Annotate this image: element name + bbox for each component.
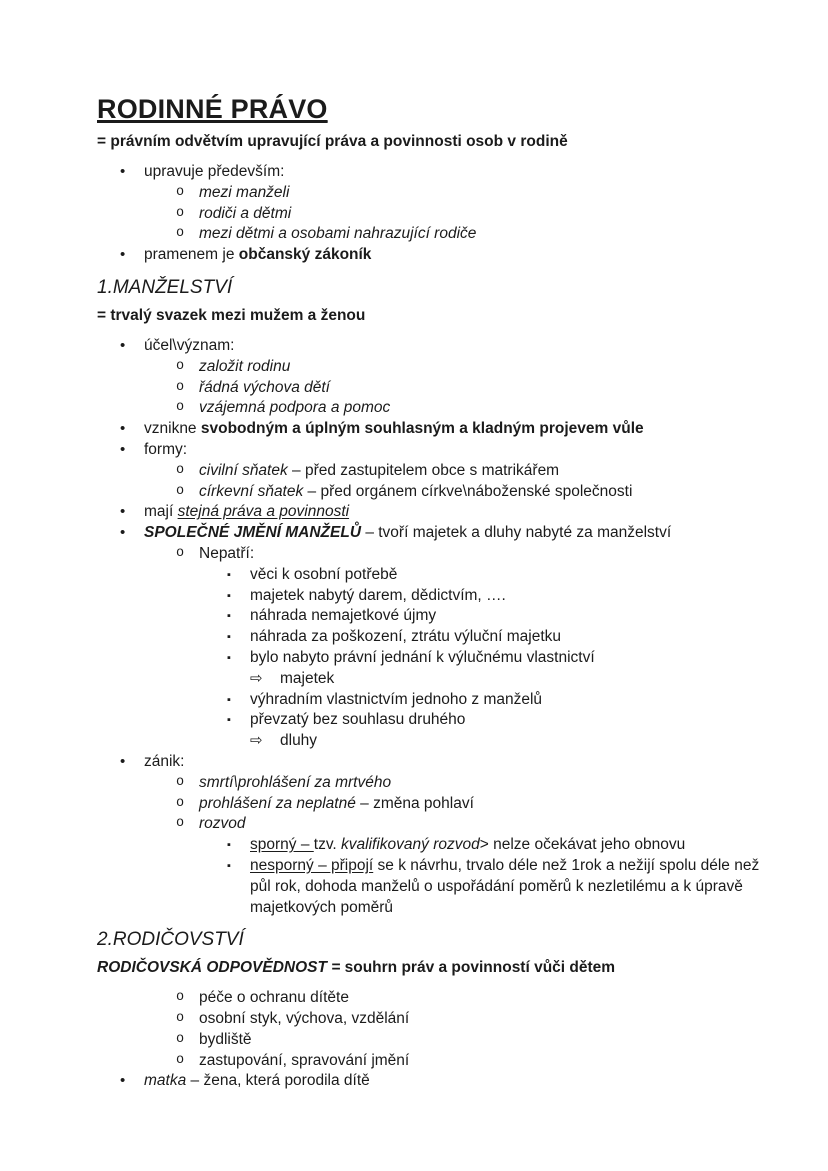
circle-bullet-icon: o xyxy=(176,1031,185,1047)
text-line xyxy=(199,544,254,565)
text-line xyxy=(250,648,595,669)
circle-bullet-icon: o xyxy=(176,774,185,790)
text-line xyxy=(144,245,371,266)
text-run: formy: xyxy=(144,440,188,458)
list-item xyxy=(97,669,768,690)
text-line xyxy=(97,133,568,150)
list-item xyxy=(97,1051,768,1072)
text-line xyxy=(199,1030,252,1051)
list-item xyxy=(97,398,768,419)
bullet-dot-icon: • xyxy=(120,163,126,180)
list-item xyxy=(97,544,768,565)
circle-bullet-icon: o xyxy=(176,816,185,832)
text-run: se k návrhu, trvalo déle než 1rok a nežijí spolu déle než xyxy=(373,856,760,874)
text-line xyxy=(250,856,759,918)
list-item xyxy=(97,606,768,627)
text-run: zastupování, spravování jmění xyxy=(199,1051,410,1069)
list-item xyxy=(97,565,768,586)
text-run: prohlášení za neplatné xyxy=(199,794,356,812)
text-run: upravuje především: xyxy=(144,163,285,180)
text-run: zánik: xyxy=(144,752,185,770)
circle-bullet-icon: o xyxy=(176,462,185,478)
text-line xyxy=(250,606,436,627)
arrow-bullet-icon: ⇨ xyxy=(250,669,263,687)
text-line xyxy=(199,224,476,245)
list-item xyxy=(97,988,768,1009)
text-run: – žena, která porodila dítě xyxy=(186,1072,370,1090)
list-item xyxy=(97,627,768,648)
text-line xyxy=(144,752,185,773)
text-line xyxy=(199,378,330,399)
text-line xyxy=(97,94,328,124)
text-line xyxy=(199,814,246,835)
text-line xyxy=(97,307,365,324)
text-run: majetek nabytý darem, dědictvím, …. xyxy=(250,586,506,604)
list-item xyxy=(97,224,768,245)
circle-bullet-icon: o xyxy=(176,379,185,395)
text-line xyxy=(250,565,397,586)
text-run: církevní sňatek xyxy=(199,482,304,500)
square-bullet-icon: ▪ xyxy=(227,714,231,727)
text-run: náhrada nemajetkové újmy xyxy=(250,607,437,625)
circle-bullet-icon: o xyxy=(176,400,185,416)
text-line xyxy=(199,773,391,794)
text-line xyxy=(144,523,671,544)
text-run: – změna pohlaví xyxy=(355,794,474,812)
text-line xyxy=(199,482,632,503)
text-run: > nelze očekávat jeho obnovu xyxy=(479,836,686,854)
bullet-dot-icon: • xyxy=(120,246,126,264)
square-bullet-icon: ▪ xyxy=(227,651,231,664)
text-line xyxy=(144,419,644,440)
text-run: sporný – xyxy=(250,836,314,854)
text-run: – tvoří majetek a dluhy nabyté za manželství xyxy=(361,524,672,542)
list-item xyxy=(97,419,768,440)
text-line xyxy=(250,586,506,607)
text-line xyxy=(250,627,561,648)
list-item xyxy=(97,648,768,669)
text-run: SPOLEČNÉ JMĚNÍ MANŽELŮ xyxy=(144,524,362,542)
text-line xyxy=(199,398,390,419)
text-line xyxy=(144,440,187,461)
text-line xyxy=(250,690,542,711)
list-item xyxy=(97,378,768,399)
text-run: bydliště xyxy=(199,1030,252,1048)
circle-bullet-icon: o xyxy=(176,545,185,561)
text-run: občanský zákoník xyxy=(238,246,372,264)
text-run: majetkových poměrů xyxy=(250,898,394,916)
square-bullet-icon: ▪ xyxy=(227,693,231,706)
text-run: majetek xyxy=(280,669,335,687)
bullet-dot-icon: • xyxy=(120,336,126,354)
list-item xyxy=(97,245,768,266)
square-bullet-icon: ▪ xyxy=(227,610,231,623)
bullet-dot-icon: • xyxy=(120,420,126,438)
list-item xyxy=(97,440,768,461)
list-item xyxy=(97,336,768,357)
text-run: = právním odvětvím upravující práva a povinnosti osob v rodině xyxy=(97,133,568,150)
list-item xyxy=(97,1071,768,1092)
circle-bullet-icon: o xyxy=(176,358,185,374)
text-run: matka xyxy=(144,1072,187,1090)
text-run: založit rodinu xyxy=(199,357,291,375)
list-item xyxy=(97,710,768,731)
text-line xyxy=(199,461,559,482)
circle-bullet-icon: o xyxy=(176,483,185,499)
text-line xyxy=(199,1051,409,1072)
text-run: dluhy xyxy=(280,732,318,750)
list-item xyxy=(97,586,768,607)
circle-bullet-icon: o xyxy=(176,205,185,221)
text-run: stejná práva a povinnosti xyxy=(177,503,350,521)
text-run: půl rok, dohoda manželů o uspořádání poměrů k nezletilému a k úpravě xyxy=(250,877,743,895)
list-item xyxy=(97,461,768,482)
text-run: – před zastupitelem obce s matrikářem xyxy=(287,461,560,479)
square-bullet-icon: ▪ xyxy=(227,839,231,852)
text-line xyxy=(250,710,465,731)
square-bullet-icon: ▪ xyxy=(227,631,231,644)
text-run: vznikne xyxy=(144,420,201,438)
text-run: péče o ochranu dítěte xyxy=(199,989,349,1007)
text-run: účel\význam: xyxy=(144,336,235,354)
definition-line xyxy=(97,131,768,152)
text-run: mají xyxy=(144,503,178,521)
list-item xyxy=(97,814,768,835)
list-item xyxy=(97,1030,768,1051)
list-item xyxy=(97,162,768,183)
text-line xyxy=(144,1071,370,1092)
text-line xyxy=(97,277,232,298)
text-line xyxy=(199,183,289,204)
text-run: nesporný – připojí xyxy=(250,856,374,874)
text-run: věci k osobní potřebě xyxy=(250,565,398,583)
section-heading xyxy=(97,276,768,300)
square-bullet-icon: ▪ xyxy=(227,568,231,581)
list-item xyxy=(97,731,768,752)
list-item xyxy=(97,794,768,815)
circle-bullet-icon: o xyxy=(176,990,185,1006)
text-line xyxy=(199,357,290,378)
bullet-dot-icon: • xyxy=(120,524,126,542)
text-line xyxy=(144,162,284,183)
circle-bullet-icon: o xyxy=(176,1052,185,1068)
text-run: 2.RODIČOVSTVÍ xyxy=(97,929,244,951)
text-run: mezi dětmi a osobami nahrazující rodiče xyxy=(199,225,477,243)
text-line xyxy=(97,929,244,950)
text-run: bylo nabyto právní jednání k výlučnému vlastnictví xyxy=(250,648,595,666)
text-run: smrtí\prohlášení za mrtvého xyxy=(199,773,392,791)
list-item xyxy=(97,183,768,204)
text-run: Nepatří: xyxy=(199,544,255,562)
text-line xyxy=(144,502,349,523)
text-line xyxy=(97,959,615,976)
list-item xyxy=(97,502,768,523)
circle-bullet-icon: o xyxy=(176,226,185,242)
circle-bullet-icon: o xyxy=(176,795,185,811)
text-line xyxy=(199,794,474,815)
square-bullet-icon: ▪ xyxy=(227,589,231,602)
text-run: 1.MANŽELSTVÍ xyxy=(97,276,233,298)
text-run: RODIČOVSKÁ ODPOVĚDNOST = xyxy=(97,959,341,977)
bullet-dot-icon: • xyxy=(120,1072,126,1090)
text-line xyxy=(199,204,291,225)
text-run: pramenem je xyxy=(144,246,239,264)
arrow-bullet-icon: ⇨ xyxy=(250,732,263,750)
text-line xyxy=(199,988,349,1009)
definition-line xyxy=(97,305,768,326)
list-item xyxy=(97,1009,768,1030)
text-run: svobodným a úplným souhlasným a kladným projevem vůle xyxy=(200,420,644,438)
text-run: = trvalý svazek mezi mužem a ženou xyxy=(97,306,366,324)
bullet-dot-icon: • xyxy=(120,752,126,770)
text-line xyxy=(280,669,334,690)
list-item xyxy=(97,856,768,918)
bullet-dot-icon: • xyxy=(120,503,126,521)
text-run: souhrn práv a povinností vůči dětem xyxy=(340,959,616,977)
text-run: převzatý bez souhlasu druhého xyxy=(250,711,466,729)
circle-bullet-icon: o xyxy=(176,1011,185,1027)
section-heading xyxy=(97,928,768,952)
list-item xyxy=(97,357,768,378)
text-line xyxy=(144,336,234,357)
list-item xyxy=(97,523,768,544)
list-item xyxy=(97,690,768,711)
text-run: výhradním vlastnictvím jednoho z manželů xyxy=(250,690,543,708)
circle-bullet-icon: o xyxy=(176,184,185,200)
text-line xyxy=(280,731,317,752)
list-item xyxy=(97,204,768,225)
list-item xyxy=(97,773,768,794)
bullet-dot-icon: • xyxy=(120,440,126,458)
text-run: rozvod xyxy=(199,815,246,833)
text-run: kvalifikovaný rozvod xyxy=(341,836,480,854)
text-run: vzájemná podpora a pomoc xyxy=(199,399,391,417)
definition-line xyxy=(97,957,768,978)
text-run: tzv. xyxy=(313,836,342,854)
text-run: náhrada za poškození, ztrátu výluční majetku xyxy=(250,628,562,646)
list-item xyxy=(97,482,768,503)
list-item xyxy=(97,752,768,773)
text-run: civilní sňatek xyxy=(199,461,288,479)
text-run: řádná výchova dětí xyxy=(199,378,330,396)
text-line xyxy=(250,835,685,856)
text-run: – před orgánem církve\náboženské společnosti xyxy=(303,482,633,500)
text-run: RODINNÉ PRÁVO xyxy=(97,94,328,124)
square-bullet-icon: ▪ xyxy=(227,859,231,872)
text-run: rodiči a dětmi xyxy=(199,204,292,222)
document-title xyxy=(97,93,768,126)
text-run: osobní styk, výchova, vzdělání xyxy=(199,1010,410,1028)
list-item xyxy=(97,835,768,856)
text-run: mezi manželi xyxy=(199,183,290,201)
text-line xyxy=(199,1009,409,1030)
